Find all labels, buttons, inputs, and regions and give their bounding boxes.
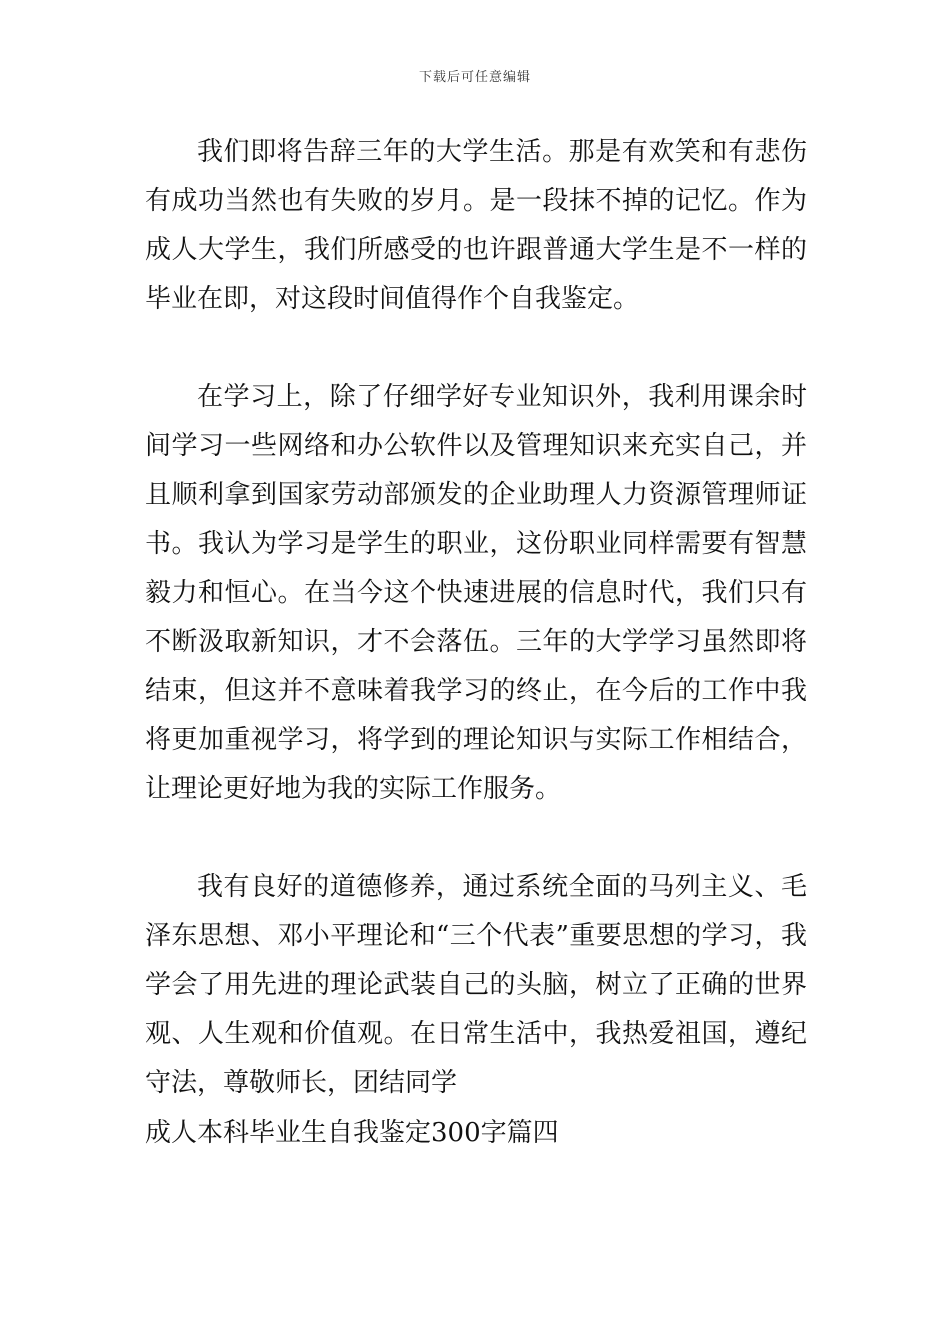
paragraph-farewell: 我们即将告辞三年的大学生活。那是有欢笑和有悲伤有成功当然也有失败的岁月。是一段抹不掉的记忆。作为成人大学生，我们所感受的也许跟普通大学生是不一样的毕业在即，对这段时间值得作个自我鉴定。: [145, 137, 807, 314]
header-note: 下载后可任意编辑: [418, 70, 531, 85]
document-body: [145, 128, 807, 1155]
paragraph-study: 在学习上，除了仔细学好专业知识外，我利用课余时间学习一些网络和办公软件以及管理知识来充实自己，并且顺利拿到国家劳动部颁发的企业助理人力资源管理师证书。我认为学习是学生的职业，这份职业同样需要有智慧毅力和恒心。在当今这个快速进展的信息时代，我们只有不断汲取新知识，才不会落伍。三年的大学学习虽然即将结束，但这并不意味着我学习的终止，在今后的工作中我将更加重视学习，将学到的理论知识与实际工作相结合，让理论更好地为我的实际工作服务。: [145, 382, 807, 804]
section-title: 成人本科毕业生自我鉴定300字篇四: [145, 1118, 559, 1148]
paragraph-morality: 我有良好的道德修养，通过系统全面的马列主义、毛泽东思想、邓小平理论和“三个代表”重要思想的学习，我学会了用先进的理论武装自己的头脑，树立了正确的世界观、人生观和价值观。在日常生活中，我热爱祖国，遵纪守法，尊敬师长，团结同学: [145, 872, 807, 1098]
